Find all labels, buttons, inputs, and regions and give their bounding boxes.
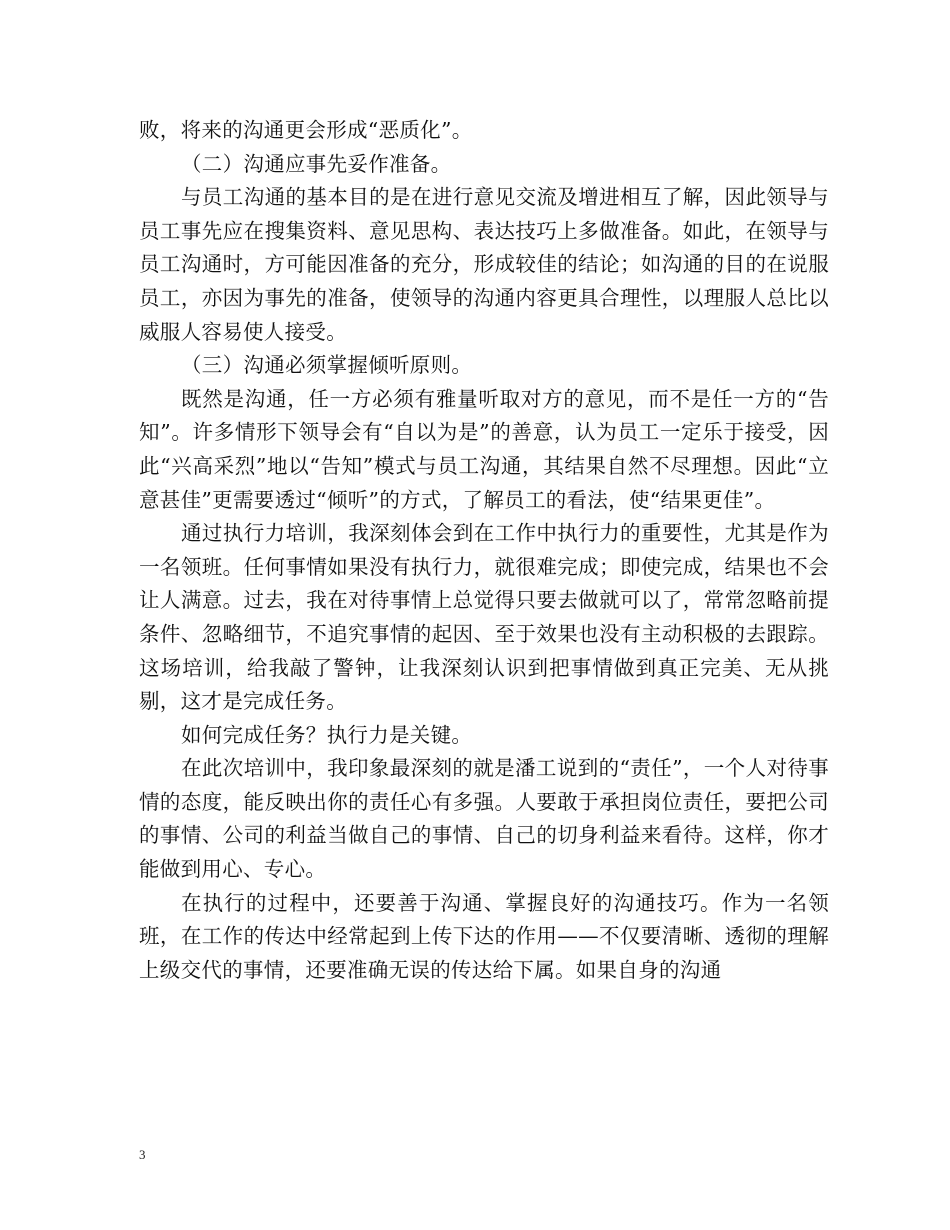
paragraph-7: 如何完成任务？执行力是关键。 [181, 722, 473, 747]
paragraph-8: 在此次培训中，我印象最深刻的就是潘工说到的“责任”，一个人对待事情的态度，能反映出你的责任心有多强。人要敢于承担岗位责任，要把公司的事情、公司的利益当做自己的事情、自己的切身利益来看待。这样，你才能做到用心、专心。 [139, 756, 829, 882]
paragraph-6: 通过执行力培训，我深刻体会到在工作中执行力的重要性，尤其是作为一名领班。任何事情如果没有执行力，就很难完成；即使完成，结果也不会让人满意。过去，我在对待事情上总觉得只要去做就可以了，常常忽略前提条件、忽略细节，不追究事情的起因、至于效果也没有主动积极的去跟踪。这场培训，给我敲了警钟，让我深刻认识到把事情做到真正完美、无从挑剔，这才是完成任务。 [139, 521, 829, 714]
paragraph-3: 与员工沟通的基本目的是在进行意见交流及增进相互了解，因此领导与员工事先应在搜集资料、意见思构、表达技巧上多做准备。如此，在领导与员工沟通时，方可能因准备的充分，形成较佳的结论；如沟通的目的在说服员工，亦因为事先的准备，使领导的沟通内容更具合理性，以理服人总比以威服人容易使人接受。 [139, 185, 829, 344]
section-heading-3: （三）沟通必须掌握倾听原则。 [181, 353, 473, 378]
paragraph-1: 败，将来的沟通更会形成“恶质化”。 [139, 118, 473, 142]
section-heading-2: （二）沟通应事先妥作准备。 [181, 151, 452, 176]
page-number: 3 [139, 1147, 146, 1162]
document-body [139, 114, 829, 987]
paragraph-9: 在执行的过程中，还要善于沟通、掌握良好的沟通技巧。作为一名领班，在工作的传达中经常起到上传下达的作用——不仅要清晰、透彻的理解上级交代的事情，还要准确无误的传达给下属。如果自身的沟通 [139, 890, 829, 982]
paragraph-5: 既然是沟通，任一方必须有雅量听取对方的意见，而不是任一方的“告知”。许多情形下领导会有“自以为是”的善意，认为员工一定乐于接受，因此“兴高采烈”地以“告知”模式与员工沟通，其结果自然不尽理想。因此“立意甚佳”更需要透过“倾听”的方式，了解员工的看法，使“结果更佳”。 [139, 386, 829, 512]
